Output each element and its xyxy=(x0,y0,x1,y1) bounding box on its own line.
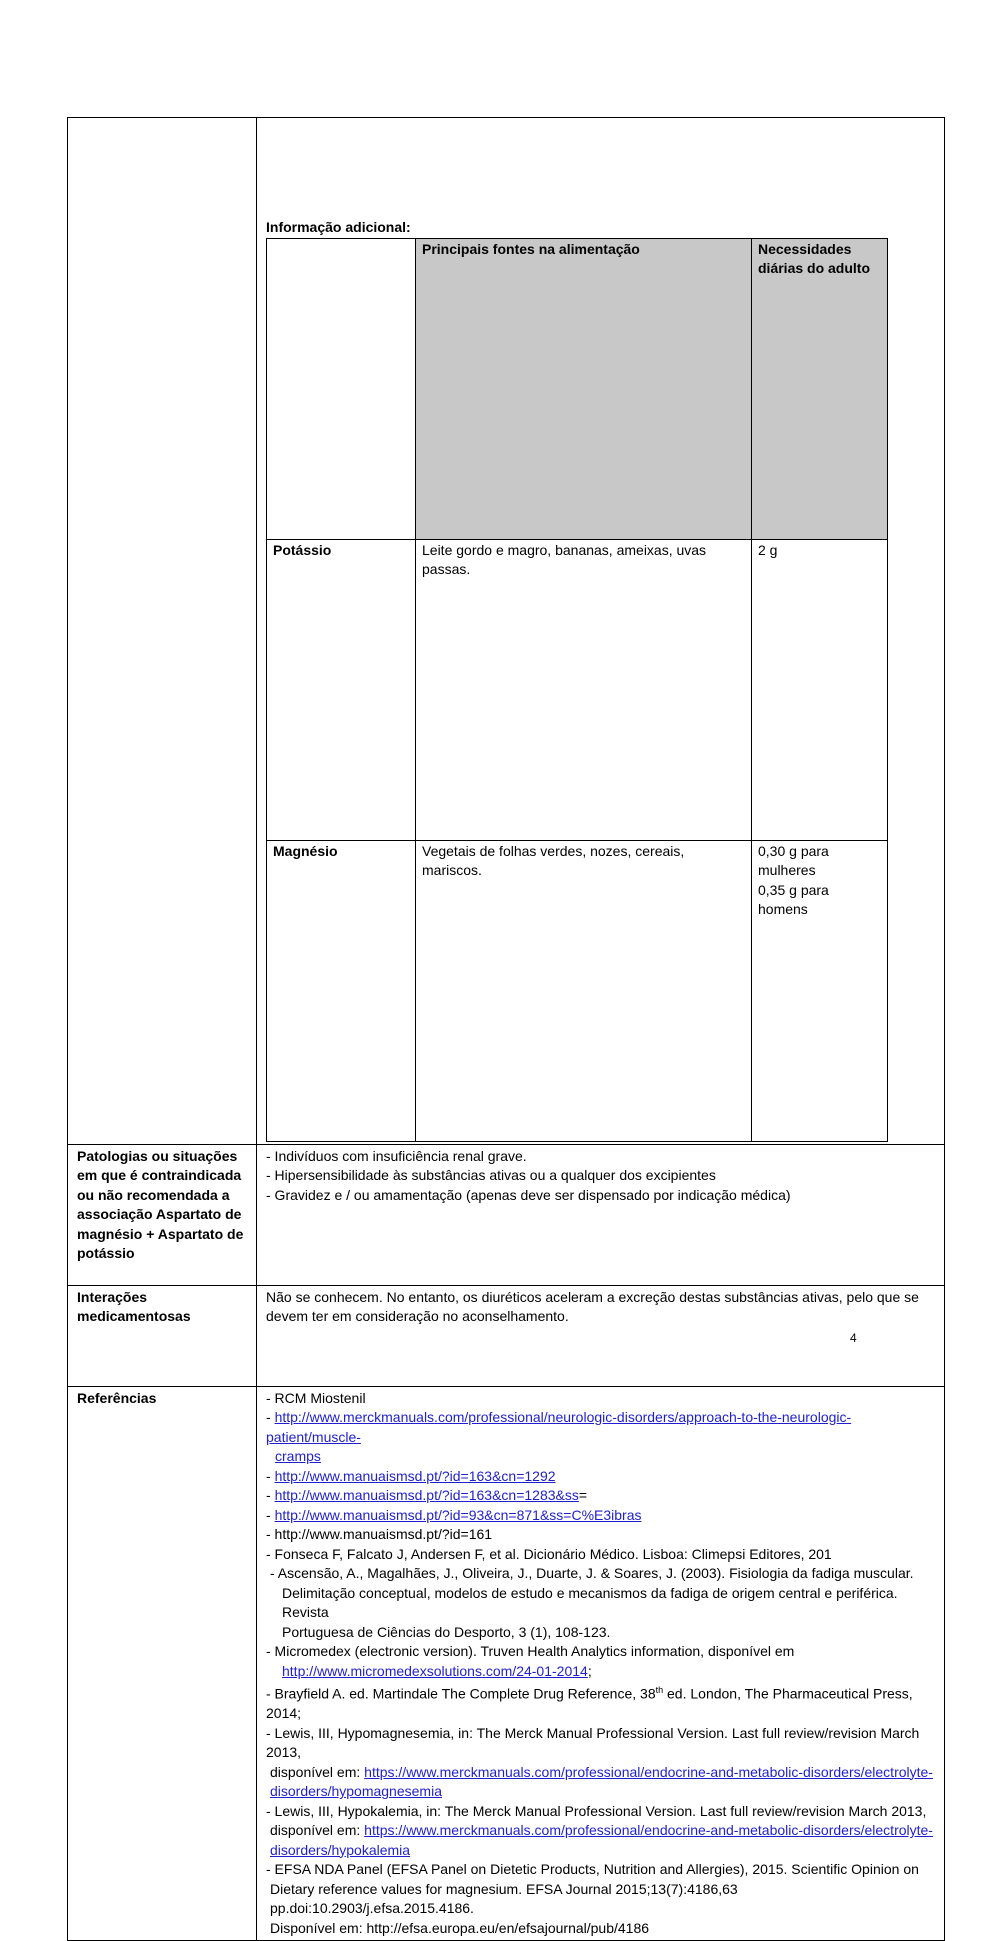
info-row xyxy=(68,118,945,1145)
interactions-text: Não se conhecem. No entanto, os diuréticos aceleram a excreção destas substâncias ativas, pelo que se devem ter em consideração no aconselhamento. xyxy=(257,1285,945,1386)
reference-item: - RCM Miostenil xyxy=(266,1389,366,1406)
contraindications-content xyxy=(257,1144,945,1285)
reference-item-cont xyxy=(266,1782,936,1802)
reference-item-cont xyxy=(266,1447,936,1467)
nutrient-needs xyxy=(752,539,888,840)
monograph-table xyxy=(67,117,945,1941)
reference-tail: ; xyxy=(587,1662,592,1679)
reference-item: - Micromedex (electronic version). Truven Health Analytics information, disponível em xyxy=(266,1643,795,1659)
contraindications-label: Patologias ou situações em que é contraindicada ou não recomendada a associação Aspartato de magnésio + Aspartato de potássio xyxy=(68,1144,257,1285)
reference-link[interactable]: http://www.manuaismsd.pt/?id=163&cn=1283&ss xyxy=(274,1487,579,1503)
reference-item-cont: Disponível em: http://efsa.europa.eu/en/efsajournal/pub/4186 xyxy=(270,1919,650,1936)
reference-text: disponível em: xyxy=(270,1822,365,1839)
reference-sup: th xyxy=(655,1685,664,1695)
reference-link[interactable]: https://www.merckmanuals.com/professional/endocrine-and-metabolic-disorders/electrolyte- xyxy=(364,1763,933,1780)
reference-item: - Lewis, III, Hypokalemia, in: The Merck Manual Professional Version. Last full review/revision March 2013, xyxy=(266,1802,927,1819)
reference-item-cont: Dietary reference values for magnesium. EFSA Journal 2015;13(7):4186,63 pp.doi:10.2903/j.efsa.2015.4186. xyxy=(270,1880,738,1917)
reference-item-cont xyxy=(266,1841,936,1861)
contraindication-item: - Hipersensibilidade às substâncias ativas ou a qualquer dos excipientes xyxy=(266,1167,716,1183)
interactions-row xyxy=(68,1285,945,1386)
reference-item: - Lewis, III, Hypomagnesemia, in: The Merck Manual Professional Version. Last full review/revision March 2013, xyxy=(266,1724,920,1761)
reference-link[interactable]: disorders/hypokalemia xyxy=(270,1841,411,1858)
reference-link[interactable]: https://www.merckmanuals.com/professional/endocrine-and-metabolic-disorders/electrolyte- xyxy=(364,1822,933,1839)
references-label: Referências xyxy=(68,1386,257,1941)
reference-item: - http://www.manuaismsd.pt/?id=93&cn=871&ss=C%E3ibras xyxy=(266,1506,642,1523)
nutrient-name: Magnésio xyxy=(267,840,416,1141)
references-content xyxy=(257,1386,945,1941)
reference-item: - Fonseca F, Falcato J, Andersen F, et al. Dicionário Médico. Lisboa: Climepsi Editores, 201 xyxy=(266,1545,832,1562)
contraindication-item: - Indivíduos com insuficiência renal grave. xyxy=(266,1147,527,1164)
info-content-cell xyxy=(257,118,945,1145)
reference-item-cont: Portuguesa de Ciências do Desporto, 3 (1), 108-123. xyxy=(282,1623,611,1640)
nutrient-row-magnesium xyxy=(267,840,888,1141)
reference-link[interactable]: http://www.merckmanuals.com/professional/neurologic-disorders/approach-to-the-neurologic-patient/muscle- xyxy=(266,1409,852,1445)
nutrient-table-header xyxy=(267,238,888,539)
reference-item-cont xyxy=(266,1763,936,1783)
nutrient-name: Potássio xyxy=(267,539,416,840)
reference-item-cont xyxy=(266,1821,936,1841)
reference-link[interactable]: disorders/hypomagnesemia xyxy=(270,1783,442,1800)
reference-text: - Brayfield A. ed. Martindale The Complete Drug Reference, 38 xyxy=(266,1685,656,1702)
nutrient-table xyxy=(266,238,888,1142)
reference-item xyxy=(266,1681,936,1724)
reference-item: - http://www.manuaismsd.pt/?id=161 xyxy=(266,1526,493,1542)
reference-item: - EFSA NDA Panel (EFSA Panel on Dietetic Products, Nutrition and Allergies), 2015. Scientific Opinion on xyxy=(266,1861,919,1878)
info-label-cell xyxy=(68,118,257,1145)
reference-tail: = xyxy=(578,1487,588,1503)
reference-item-cont xyxy=(266,1662,936,1682)
needs-line-women: 0,30 g para mulheres xyxy=(758,842,829,878)
contraindication-item: - Gravidez e / ou amamentação (apenas deve ser dispensado por indicação médica) xyxy=(266,1186,791,1203)
reference-item: - Ascensão, A., Magalhães, J., Oliveira, J., Duarte, J. & Soares, J. (2003). Fisiologia da fadiga muscular. xyxy=(270,1565,914,1581)
header-cell-needs: Necessidades diárias do adulto xyxy=(752,238,888,539)
reference-link[interactable]: cramps xyxy=(275,1448,321,1464)
reference-link[interactable]: http://www.manuaismsd.pt/?id=93&cn=871&ss=C%E3ibras xyxy=(274,1506,642,1523)
nutrient-row-potassium xyxy=(267,539,888,840)
nutrient-sources: Leite gordo e magro, bananas, ameixas, uvas passas. xyxy=(416,539,752,840)
reference-item: - http://www.manuaismsd.pt/?id=163&cn=1283&ss= xyxy=(266,1487,588,1503)
contraindications-row xyxy=(68,1144,945,1285)
page-number: 4 xyxy=(850,1331,857,1345)
interactions-label: Interações medicamentosas xyxy=(68,1285,257,1386)
references-row xyxy=(68,1386,945,1941)
reference-text: ed. London, The Pharmaceutical Press, 2014; xyxy=(266,1685,913,1722)
reference-link[interactable]: http://www.manuaismsd.pt/?id=163&cn=1292 xyxy=(274,1467,556,1484)
info-title: Informação adicional: xyxy=(266,219,411,235)
nutrient-sources: Vegetais de folhas verdes, nozes, cereais, mariscos. xyxy=(416,840,752,1141)
reference-dash: - xyxy=(266,1409,275,1425)
header-cell-sources: Principais fontes na alimentação xyxy=(416,238,752,539)
needs-line: 2 g xyxy=(758,541,778,558)
reference-text: disponível em: xyxy=(270,1763,365,1780)
reference-link[interactable]: http://www.micromedexsolutions.com/24-01-2014 xyxy=(282,1662,588,1679)
nutrient-needs xyxy=(752,840,888,1141)
header-cell-empty xyxy=(267,238,416,539)
reference-item-cont: Delimitação conceptual, modelos de estudo e mecanismos da fadiga de origem central e periférica. Revista xyxy=(282,1584,898,1620)
reference-item: - http://www.manuaismsd.pt/?id=163&cn=1292 xyxy=(266,1467,556,1484)
needs-line-men: 0,35 g para homens xyxy=(758,881,829,917)
